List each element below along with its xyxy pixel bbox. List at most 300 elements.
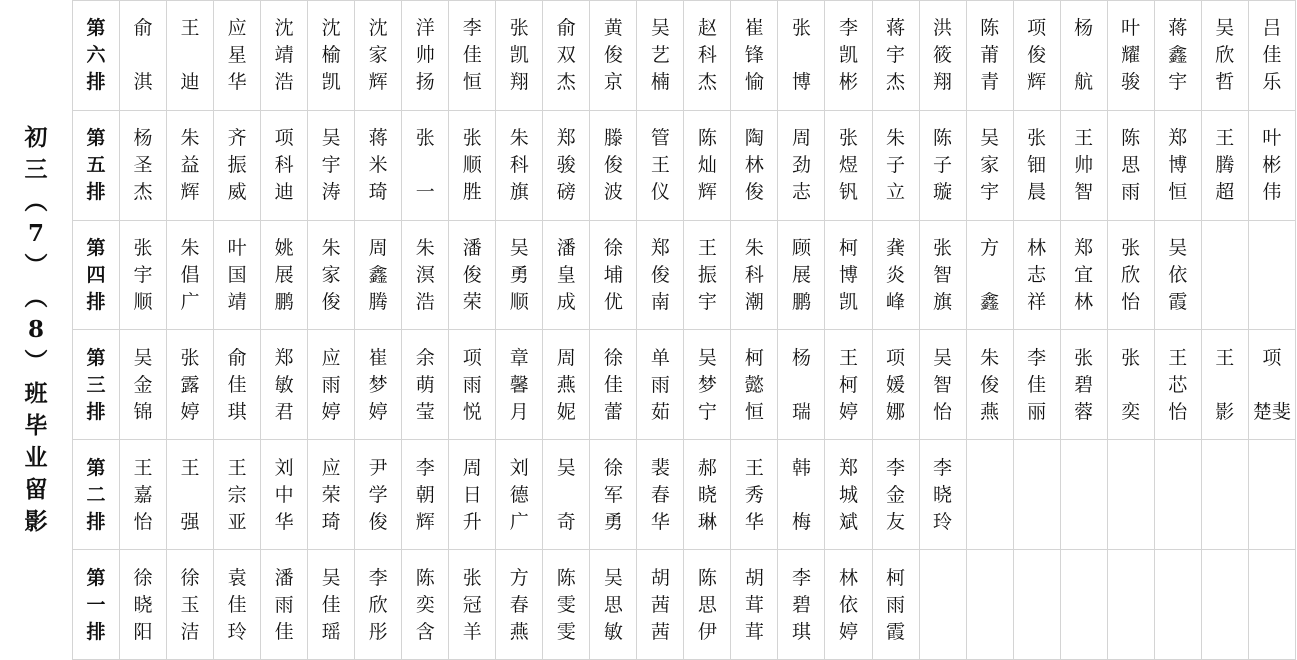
student-name-cell — [402, 220, 449, 330]
name-char: 王 — [133, 456, 153, 479]
name-char: 升 — [462, 510, 482, 533]
name-char: 勇 — [603, 510, 623, 533]
name-char: 胜 — [462, 181, 482, 204]
row-label-char: 六 — [86, 44, 106, 67]
student-name-cell — [449, 550, 496, 660]
name-char: 青 — [980, 71, 1000, 94]
name-char: 俊 — [650, 264, 670, 287]
name-char: 婷 — [838, 400, 858, 423]
student-name-cell — [214, 110, 261, 220]
student-name-cell — [1154, 110, 1201, 220]
name-char: 俊 — [603, 154, 623, 177]
name-char: 蒋 — [886, 17, 906, 40]
name-char: 倡 — [180, 264, 200, 287]
student-name-cell — [637, 550, 684, 660]
student-name-cell — [496, 1, 543, 111]
name-char: 金 — [886, 483, 906, 506]
name-char: 王 — [838, 346, 858, 369]
name-char: 博 — [791, 71, 811, 94]
student-name-cell — [496, 550, 543, 660]
title-char: 8 — [27, 316, 44, 343]
name-char: 佳 — [1027, 373, 1047, 396]
name-char: 城 — [838, 483, 858, 506]
name-char: 佳 — [462, 44, 482, 67]
name-char: 亚 — [227, 510, 247, 533]
seating-row — [73, 220, 1296, 330]
name-char: 刘 — [274, 456, 294, 479]
name-char: 斌 — [838, 510, 858, 533]
name-char: 蒋 — [1168, 17, 1188, 40]
class-photo-title — [0, 0, 72, 660]
name-char: 陈 — [697, 566, 717, 589]
name-char: 辉 — [368, 71, 388, 94]
name-char: 彬 — [1262, 154, 1282, 177]
student-name-cell — [825, 220, 872, 330]
name-char: 叶 — [1121, 17, 1141, 40]
title-char: 7 — [27, 220, 44, 247]
name-char: 张 — [509, 17, 529, 40]
student-name-cell — [684, 440, 731, 550]
row-label — [73, 110, 120, 220]
name-char: 单 — [650, 346, 670, 369]
name-char: 吴 — [933, 346, 953, 369]
row-label-char: 排 — [86, 181, 106, 204]
student-name-cell — [355, 440, 402, 550]
name-char: 吴 — [321, 566, 341, 589]
student-name-cell — [1060, 1, 1107, 111]
student-name-cell — [919, 110, 966, 220]
student-name-cell — [1201, 330, 1248, 440]
name-char: 崔 — [744, 17, 764, 40]
name-char: 茸 — [744, 620, 764, 643]
row-label-char: 排 — [86, 620, 106, 643]
name-char: 鹏 — [274, 291, 294, 314]
name-char: 迪 — [180, 71, 200, 94]
student-name-cell — [1248, 110, 1295, 220]
student-name-cell — [120, 330, 167, 440]
name-char: 方 — [980, 237, 1000, 260]
name-char: 朝 — [415, 483, 435, 506]
name-char: 张 — [1074, 346, 1094, 369]
name-char: 顺 — [133, 291, 153, 314]
student-name-cell — [261, 330, 308, 440]
name-char: 崔 — [368, 346, 388, 369]
name-char: 柯 — [838, 373, 858, 396]
name-char: 张 — [933, 237, 953, 260]
name-char: 吴 — [603, 566, 623, 589]
name-char: 翔 — [509, 71, 529, 94]
name-char: 家 — [368, 44, 388, 67]
student-name-cell — [543, 1, 590, 111]
name-char: 项 — [274, 127, 294, 150]
name-char: 耀 — [1121, 44, 1141, 67]
name-char: 志 — [791, 181, 811, 204]
name-char: 怡 — [1121, 291, 1141, 314]
name-char: 吕 — [1262, 17, 1282, 40]
name-char: 帅 — [1074, 154, 1094, 177]
seating-row — [73, 1, 1296, 111]
name-char: 华 — [274, 510, 294, 533]
name-char: 黄 — [603, 17, 623, 40]
student-name-cell — [120, 550, 167, 660]
name-char: 宜 — [1074, 264, 1094, 287]
title-char: 影 — [24, 508, 48, 535]
row-label-char: 第 — [86, 127, 106, 150]
name-char: 洋 — [415, 17, 435, 40]
row-label — [73, 440, 120, 550]
name-char: 林 — [1074, 291, 1094, 314]
name-char: 雨 — [1121, 181, 1141, 204]
name-char: 俊 — [980, 373, 1000, 396]
name-char: 伊 — [697, 620, 717, 643]
name-char: 梅 — [791, 510, 811, 533]
name-char: 月 — [509, 400, 529, 423]
name-char: 宇 — [697, 291, 717, 314]
student-name-cell — [308, 330, 355, 440]
row-label-char: 第 — [86, 17, 106, 40]
name-char: 强 — [180, 510, 200, 533]
student-name-cell — [1060, 110, 1107, 220]
student-name-cell — [872, 550, 919, 660]
student-name-cell — [167, 220, 214, 330]
student-name-cell — [1013, 440, 1060, 550]
name-char: 溟 — [415, 264, 435, 287]
student-name-cell — [872, 330, 919, 440]
student-name-cell — [261, 110, 308, 220]
student-name-cell — [1013, 1, 1060, 111]
name-char: 霞 — [1168, 291, 1188, 314]
student-name-cell — [1107, 550, 1154, 660]
student-name-cell — [308, 550, 355, 660]
name-char: 淇 — [133, 71, 153, 94]
name-char: 玲 — [933, 510, 953, 533]
student-name-cell — [590, 550, 637, 660]
student-name-cell — [1107, 220, 1154, 330]
name-char: 琪 — [227, 400, 247, 423]
name-char: 扬 — [415, 71, 435, 94]
name-char: 陈 — [980, 17, 1000, 40]
name-char: 应 — [321, 456, 341, 479]
name-char: 骏 — [556, 154, 576, 177]
student-name-cell — [1013, 220, 1060, 330]
student-name-cell — [731, 550, 778, 660]
name-char: 科 — [274, 154, 294, 177]
student-name-cell — [496, 220, 543, 330]
name-char: 滕 — [603, 127, 623, 150]
student-name-cell — [637, 440, 684, 550]
student-name-cell — [120, 1, 167, 111]
name-char: 瑞 — [791, 400, 811, 423]
name-char: 张 — [462, 566, 482, 589]
name-char: 鑫 — [980, 291, 1000, 314]
name-char: 陈 — [697, 127, 717, 150]
name-char: 学 — [368, 483, 388, 506]
name-char: 梦 — [368, 373, 388, 396]
name-char: 辉 — [697, 181, 717, 204]
name-char: 杰 — [697, 71, 717, 94]
student-name-cell — [778, 440, 825, 550]
student-name-cell — [449, 330, 496, 440]
student-name-cell — [402, 1, 449, 111]
student-name-cell — [308, 220, 355, 330]
name-char: 宇 — [1168, 71, 1188, 94]
student-name-cell — [355, 550, 402, 660]
name-char: 琳 — [697, 510, 717, 533]
name-char: 思 — [603, 593, 623, 616]
student-name-cell — [731, 110, 778, 220]
name-char: 碧 — [1074, 373, 1094, 396]
name-char: 峰 — [886, 291, 906, 314]
student-name-cell — [825, 110, 872, 220]
name-char: 吴 — [697, 346, 717, 369]
student-name-cell — [966, 330, 1013, 440]
name-char: 德 — [509, 483, 529, 506]
name-char: 项 — [462, 346, 482, 369]
name-char: 子 — [933, 154, 953, 177]
name-char: 博 — [1168, 154, 1188, 177]
name-char: 奕 — [415, 593, 435, 616]
name-char: 余 — [415, 346, 435, 369]
name-char: 王 — [697, 237, 717, 260]
name-char: 瑶 — [321, 620, 341, 643]
name-char: 洪 — [933, 17, 953, 40]
name-char: 优 — [603, 291, 623, 314]
name-char: 浩 — [274, 71, 294, 94]
name-char: 旗 — [933, 291, 953, 314]
student-name-cell — [120, 440, 167, 550]
student-name-cell — [1201, 220, 1248, 330]
student-name-cell — [308, 440, 355, 550]
row-label-char: 一 — [86, 593, 106, 616]
name-char: 茸 — [744, 593, 764, 616]
name-char: 彤 — [368, 620, 388, 643]
row-label — [73, 220, 120, 330]
student-name-cell — [637, 330, 684, 440]
name-char: 玲 — [227, 620, 247, 643]
name-char: 杰 — [133, 181, 153, 204]
name-char: 磅 — [556, 181, 576, 204]
name-char: 宇 — [321, 154, 341, 177]
student-name-cell — [355, 1, 402, 111]
name-char: 欣 — [1215, 44, 1235, 67]
name-char: 涛 — [321, 181, 341, 204]
student-name-cell — [872, 110, 919, 220]
name-char: 凯 — [838, 291, 858, 314]
name-char: 尹 — [368, 456, 388, 479]
name-char: 雯 — [556, 620, 576, 643]
name-char: 朱 — [509, 127, 529, 150]
student-name-cell — [402, 550, 449, 660]
name-char: 萌 — [415, 373, 435, 396]
name-char: 梦 — [697, 373, 717, 396]
name-char: 王 — [1215, 346, 1235, 369]
name-char: 姚 — [274, 237, 294, 260]
name-char: 腾 — [368, 291, 388, 314]
name-char: 科 — [697, 44, 717, 67]
name-char: 李 — [886, 456, 906, 479]
name-char: 旗 — [509, 181, 529, 204]
student-name-cell — [1201, 110, 1248, 220]
student-name-cell — [1107, 440, 1154, 550]
name-char: 哲 — [1215, 71, 1235, 94]
name-char: 郝 — [697, 456, 717, 479]
name-char: 婷 — [838, 620, 858, 643]
name-char: 星 — [227, 44, 247, 67]
name-char: 展 — [274, 264, 294, 287]
title-char: ︵ — [24, 188, 48, 215]
student-name-cell — [1154, 330, 1201, 440]
student-name-cell — [543, 220, 590, 330]
name-char: 朱 — [180, 127, 200, 150]
student-name-cell — [778, 550, 825, 660]
name-char: 君 — [274, 400, 294, 423]
name-char: 张 — [133, 237, 153, 260]
name-char: 怡 — [933, 400, 953, 423]
name-char: 燕 — [980, 400, 1000, 423]
student-name-cell — [966, 110, 1013, 220]
name-char: 辉 — [415, 510, 435, 533]
name-char: 芯 — [1168, 373, 1188, 396]
name-char: 徐 — [133, 566, 153, 589]
row-label-char: 排 — [86, 71, 106, 94]
student-name-cell — [496, 440, 543, 550]
name-char: 林 — [744, 154, 764, 177]
name-char: 宇 — [980, 181, 1000, 204]
name-char: 筱 — [933, 44, 953, 67]
name-char: 茜 — [650, 620, 670, 643]
name-char: 成 — [556, 291, 576, 314]
name-char: 雨 — [462, 373, 482, 396]
name-char: 超 — [1215, 181, 1235, 204]
student-name-cell — [543, 110, 590, 220]
name-char: 婷 — [321, 400, 341, 423]
name-char: 佳 — [603, 373, 623, 396]
name-char: 陈 — [415, 566, 435, 589]
name-char: 金 — [133, 373, 153, 396]
name-char: 李 — [415, 456, 435, 479]
name-char: 婷 — [180, 400, 200, 423]
seating-row — [73, 440, 1296, 550]
name-char: 应 — [227, 17, 247, 40]
student-name-cell — [261, 1, 308, 111]
name-char: 中 — [274, 483, 294, 506]
name-char: 袁 — [227, 566, 247, 589]
row-label — [73, 550, 120, 660]
name-char: 碧 — [791, 593, 811, 616]
student-name-cell — [684, 220, 731, 330]
student-name-cell — [1060, 220, 1107, 330]
name-char: 玉 — [180, 593, 200, 616]
student-name-cell — [449, 1, 496, 111]
name-char: 影 — [1215, 400, 1235, 423]
name-char: 潘 — [462, 237, 482, 260]
student-name-cell — [778, 220, 825, 330]
name-char: 王 — [744, 456, 764, 479]
name-char: 朱 — [886, 127, 906, 150]
name-char: 一 — [415, 181, 435, 204]
name-char: 鑫 — [368, 264, 388, 287]
name-char: 宁 — [697, 400, 717, 423]
name-char: 立 — [886, 181, 906, 204]
name-char: 友 — [886, 510, 906, 533]
name-char: 恒 — [1168, 181, 1188, 204]
name-char: 科 — [744, 264, 764, 287]
name-char: 张 — [1121, 346, 1141, 369]
student-name-cell — [1201, 550, 1248, 660]
name-char: 胡 — [650, 566, 670, 589]
name-char: 荣 — [462, 291, 482, 314]
student-name-cell — [308, 1, 355, 111]
name-char: 恒 — [744, 400, 764, 423]
name-char: 吴 — [1168, 237, 1188, 260]
student-name-cell — [1060, 550, 1107, 660]
name-char: 靖 — [227, 291, 247, 314]
name-char: 俊 — [321, 291, 341, 314]
student-name-cell — [167, 550, 214, 660]
name-char: 茹 — [650, 400, 670, 423]
student-name-cell — [214, 1, 261, 111]
name-char: 炎 — [886, 264, 906, 287]
student-name-cell — [261, 440, 308, 550]
student-name-cell — [496, 330, 543, 440]
name-char: 广 — [509, 510, 529, 533]
student-name-cell — [1013, 550, 1060, 660]
name-char: 愉 — [744, 71, 764, 94]
name-char: 王 — [650, 154, 670, 177]
name-char: 科 — [509, 154, 529, 177]
name-char: 徐 — [603, 237, 623, 260]
student-name-cell — [1248, 440, 1295, 550]
name-char: 俊 — [368, 510, 388, 533]
name-char: 家 — [321, 264, 341, 287]
name-char: 晓 — [697, 483, 717, 506]
name-char: 吴 — [133, 346, 153, 369]
name-char: 华 — [650, 510, 670, 533]
name-char: 林 — [1027, 237, 1047, 260]
name-char: 李 — [791, 566, 811, 589]
name-char: 辉 — [1027, 71, 1047, 94]
name-char: 日 — [462, 483, 482, 506]
student-name-cell — [825, 330, 872, 440]
name-char: 赵 — [697, 17, 717, 40]
name-char: 雯 — [556, 593, 576, 616]
name-char: 王 — [180, 456, 200, 479]
student-name-cell — [120, 110, 167, 220]
student-name-cell — [1013, 330, 1060, 440]
name-char: 嘉 — [133, 483, 153, 506]
name-char: 祥 — [1027, 291, 1047, 314]
name-char: 项 — [886, 346, 906, 369]
name-char: 张 — [415, 127, 435, 150]
name-char: 龚 — [886, 237, 906, 260]
name-char: 欣 — [1121, 264, 1141, 287]
name-char: 李 — [933, 456, 953, 479]
student-name-cell — [919, 550, 966, 660]
name-char: 军 — [603, 483, 623, 506]
name-char: 国 — [227, 264, 247, 287]
name-char: 威 — [227, 181, 247, 204]
student-name-cell — [214, 330, 261, 440]
name-char: 南 — [650, 291, 670, 314]
name-char: 杨 — [791, 346, 811, 369]
name-char: 丽 — [1027, 400, 1047, 423]
student-name-cell — [825, 550, 872, 660]
student-name-cell — [731, 1, 778, 111]
name-char: 圣 — [133, 154, 153, 177]
row-label-char: 第 — [86, 566, 106, 589]
name-char: 郑 — [274, 346, 294, 369]
name-char: 张 — [1121, 237, 1141, 260]
